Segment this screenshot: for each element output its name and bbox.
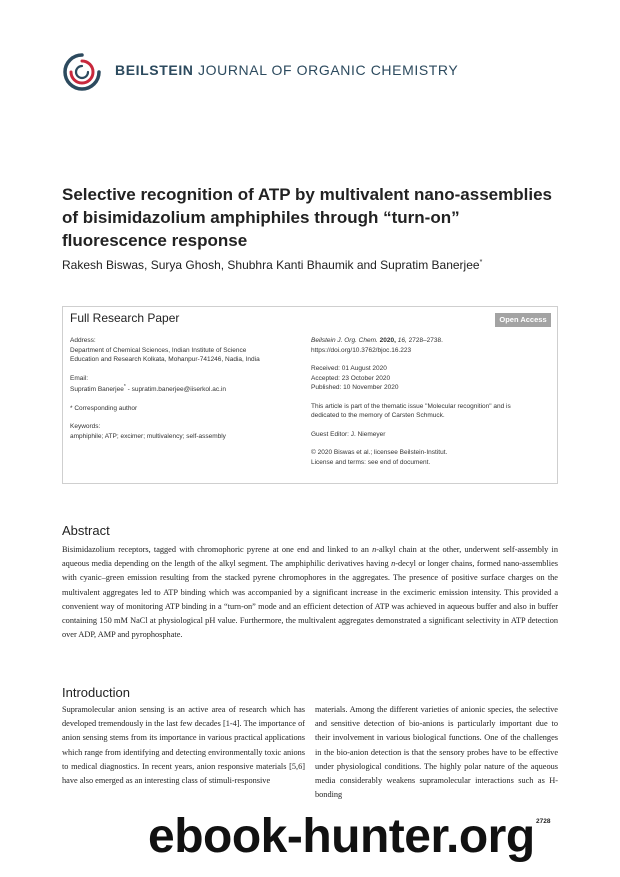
citation-journal: Beilstein J. Org. Chem. [311, 337, 378, 344]
paper-type: Full Research Paper [70, 311, 180, 325]
corresponding-author-note: * Corresponding author [70, 404, 138, 412]
author-list [62, 258, 482, 272]
abstract-italic-2: n [391, 559, 396, 569]
thematic-line-1: This article is part of the thematic issue "Molecular recognition" and is [311, 402, 511, 410]
info-left-column [70, 336, 290, 441]
doi-link[interactable]: https://doi.org/10.3762/bjoc.16.223 [311, 346, 412, 354]
citation-year: 2020, [379, 337, 396, 344]
email-label: Email: [70, 374, 89, 382]
guest-editor: Guest Editor: J. Niemeyer [311, 430, 386, 438]
email-mark: * [123, 384, 126, 390]
published-date: Published: 10 November 2020 [311, 384, 399, 391]
authors-text: Rakesh Biswas, Surya Ghosh, Shubhra Kanti Bhaumik and Supratim Banerjee [62, 258, 480, 272]
address-line-2: Education and Research Kolkata, Mohanpur-741246, Nadia, India [70, 356, 260, 363]
abstract-text [62, 543, 558, 642]
abstract-part-1: Bisimidazolium receptors, tagged with chromophoric pyrene at one end and linked to an [62, 545, 373, 554]
email-line [70, 383, 290, 395]
accepted-date: Accepted: 23 October 2020 [311, 374, 391, 382]
abstract-part-2: -alkyl chain at the other, underwent self-assembly in aqueous media depending on the length of the alkyl segment. The amphiphilic derivatives having [62, 545, 558, 569]
citation [311, 336, 551, 346]
journal-logo-icon [62, 52, 102, 92]
open-access-badge: Open Access [495, 313, 551, 327]
journal-name-rest: JOURNAL OF ORGANIC CHEMISTRY [198, 62, 459, 78]
thematic-line-2: dedicated to the memory of Carsten Schmuck. [311, 412, 445, 419]
citation-volume: 16, [397, 337, 407, 344]
copyright: © 2020 Biswas et al.; licensee Beilstein-Institut. [311, 449, 448, 456]
email-address[interactable]: - supratim.banerjee@iiserkol.ac.in [125, 386, 226, 394]
introduction-heading: Introduction [62, 685, 130, 700]
journal-name-bold: BEILSTEIN [115, 62, 194, 78]
abstract-part-3: -decyl or longer chains, formed nano-assemblies with cyanic–green emission resulting from the stacked pyrene chromophores in the aggregates. The presence of positive surface charges on the multivalent aggregates led to ATP binding which was accompanied by a significant increase in the excimeric emission intensity. This provided a convenient way of monitoring ATP binding in a “turn-on” mode and an efficient detection of ATP was achieved in aqueous buffer and also in buffer containing 150 mM NaCl at physiological pH value. Furthermore, the multivalent aggregates demonstrated a significant selectivity in ATP detection over ADP, AMP and pyrophosphate. [62, 559, 558, 640]
abstract-italic-1: n [372, 545, 377, 554]
email-name: Supratim Banerjee [70, 386, 124, 394]
address-line-1: Department of Chemical Sciences, Indian Institute of Science [70, 346, 247, 354]
address-label: Address: [70, 337, 96, 344]
article-title: Selective recognition of ATP by multivalent nano-assemblies of bisimidazolium amphiphiles through “turn-on” fluorescence response [62, 185, 552, 250]
citation-pages: 2728–2738. [408, 337, 443, 344]
watermark: ebook-hunter.org [148, 810, 535, 863]
corresponding-mark: * [479, 259, 483, 266]
received-date: Received: 01 August 2020 [311, 365, 387, 372]
abstract-heading: Abstract [62, 523, 110, 538]
keywords-label: Keywords: [70, 423, 101, 431]
info-right-column [311, 336, 551, 467]
license-link[interactable]: License and terms: see end of document. [311, 458, 431, 466]
keywords: amphiphile; ATP; excimer; multivalency; self-assembly [70, 432, 226, 440]
page-number: 2728 [536, 818, 551, 825]
journal-name [115, 62, 458, 78]
introduction-left-column: Supramolecular anion sensing is an active area of research which has developed tremendously in the last few decades [1-4]. The importance of anion sensing stems from its importance in various practical applications which range from identifying and detecting environmentally toxic anions to medical diagnostics. In recent years, anion responsive materials [5,6] have also emerged as an interesting class of stimuli-responsive [62, 705, 305, 786]
introduction-right-column: materials. Among the different varieties of anionic species, the selective and sensitive detection of bio-anions is particularly important due to their involvement in various biological functions. One of the challenges in the bio-anion detection is that the sensory probes have to be effective under physiological conditions. The highly polar nature of the aqueous media considerably weakens supramolecular interactions such as H-bonding [315, 705, 558, 800]
